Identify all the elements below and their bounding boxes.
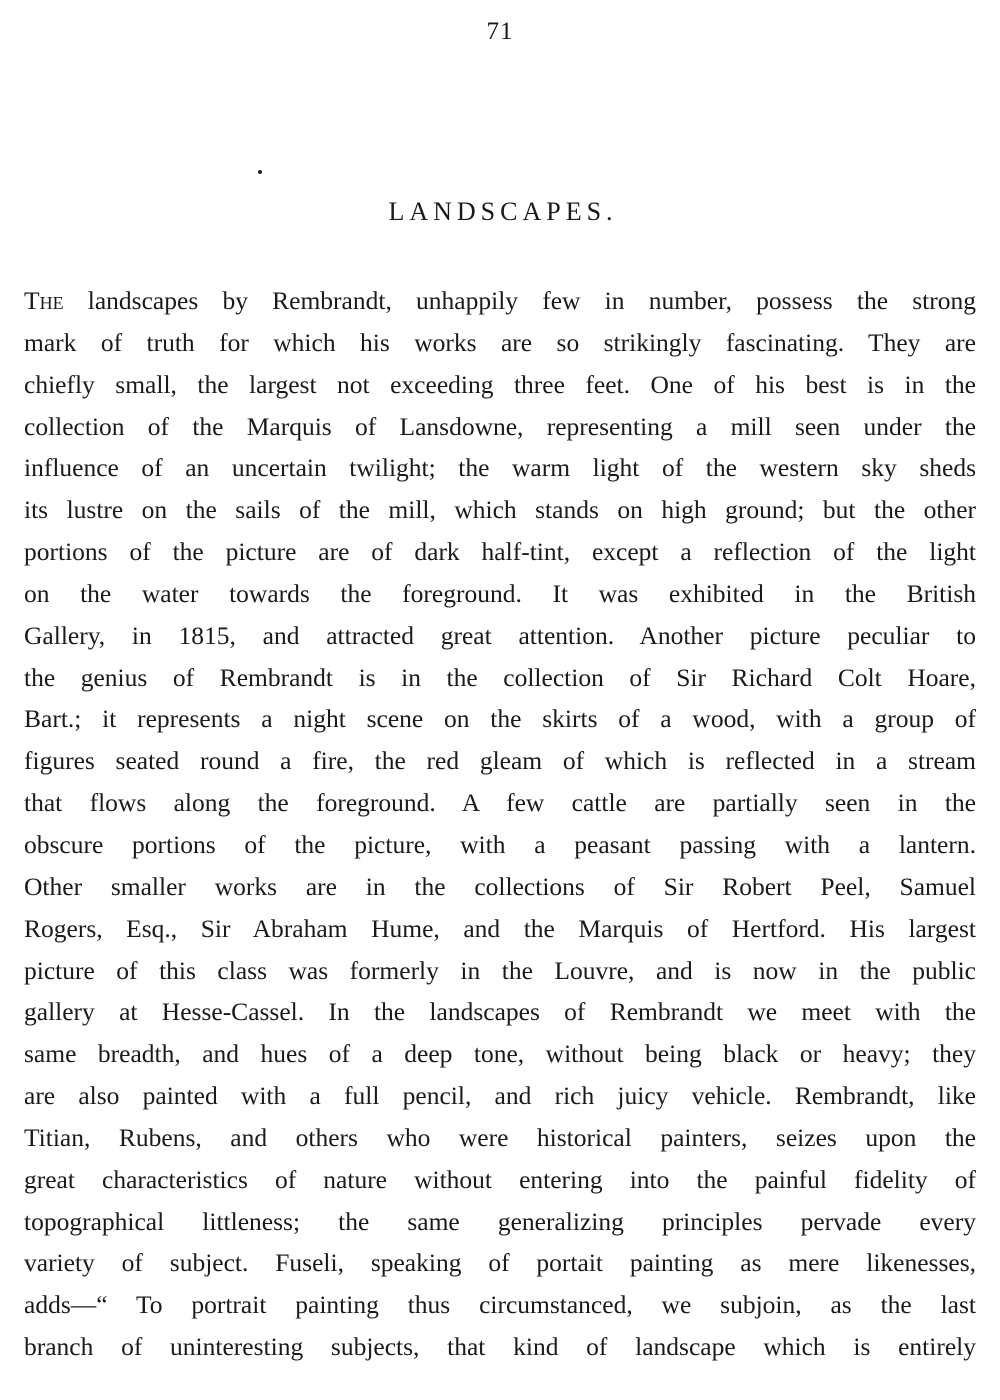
text-line-8: on the water towards the foreground. It was exhibited in the British	[24, 578, 976, 608]
page-number: 71	[486, 18, 514, 45]
chapter-title: LANDSCAPES.	[388, 197, 618, 226]
text-line-13: that flows along the foreground. A few cattle are partially seen in the	[24, 788, 976, 818]
text-line-22: great characteristics of nature without entering into the painful fidelity of	[24, 1164, 976, 1194]
text-line-15: Other smaller works are in the collections of Sir Robert Peel, Samuel	[24, 871, 976, 901]
text-line-7: portions of the picture are of dark half-tint, except a reflection of the light	[24, 537, 976, 567]
text-line-23: topographical littleness; the same generalizing principles pervade every	[24, 1206, 976, 1236]
text-line-3: chiefly small, the largest not exceeding three feet. One of his best is in the	[24, 369, 976, 399]
text-line-12: figures seated round a fire, the red gleam of which is reflected in a stream	[24, 746, 976, 776]
stray-ink-mark	[258, 170, 262, 174]
text-line-16: Rogers, Esq., Sir Abraham Hume, and the Marquis of Hertford. His largest	[24, 913, 976, 943]
text-line-17: picture of this class was formerly in the Louvre, and is now in the public	[24, 955, 976, 985]
text-line-6: its lustre on the sails of the mill, which stands on high ground; but the other	[24, 495, 976, 525]
text-line-10: the genius of Rembrandt is in the collection of Sir Richard Colt Hoare,	[24, 662, 976, 692]
text-line-1	[24, 280, 976, 322]
text-line-9: Gallery, in 1815, and attracted great attention. Another picture peculiar to	[24, 620, 976, 650]
text-line-25: adds—“ To portrait painting thus circumstanced, we subjoin, as the last	[24, 1290, 976, 1320]
text-line-24: variety of subject. Fuseli, speaking of portait painting as mere likenesses,	[24, 1248, 976, 1278]
text-line-5: influence of an uncertain twilight; the warm light of the western sky sheds	[24, 453, 976, 483]
text-line-21: Titian, Rubens, and others who were historical painters, seizes upon the	[24, 1122, 976, 1152]
text-line-2: mark of truth for which his works are so strikingly fascinating. They are	[24, 327, 976, 357]
text-line-14: obscure portions of the picture, with a peasant passing with a lantern.	[24, 829, 976, 859]
text-line-26: branch of uninteresting subjects, that kind of landscape which is entirely	[24, 1332, 976, 1362]
body-text	[24, 280, 976, 1368]
drop-word: The	[24, 286, 64, 315]
text-line-20: are also painted with a full pencil, and rich juicy vehicle. Rembrandt, like	[24, 1081, 976, 1111]
text-line-18: gallery at Hesse-Cassel. In the landscapes of Rembrandt we meet with the	[24, 997, 976, 1027]
text-line-11: Bart.; it represents a night scene on the skirts of a wood, with a group of	[24, 704, 976, 734]
text-line-1-rest: landscapes by Rembrandt, unhappily few in number, possess the strong	[63, 286, 976, 315]
text-line-19: same breadth, and hues of a deep tone, without being black or heavy; they	[24, 1039, 976, 1069]
text-line-4: collection of the Marquis of Lansdowne, representing a mill seen under the	[24, 411, 976, 441]
